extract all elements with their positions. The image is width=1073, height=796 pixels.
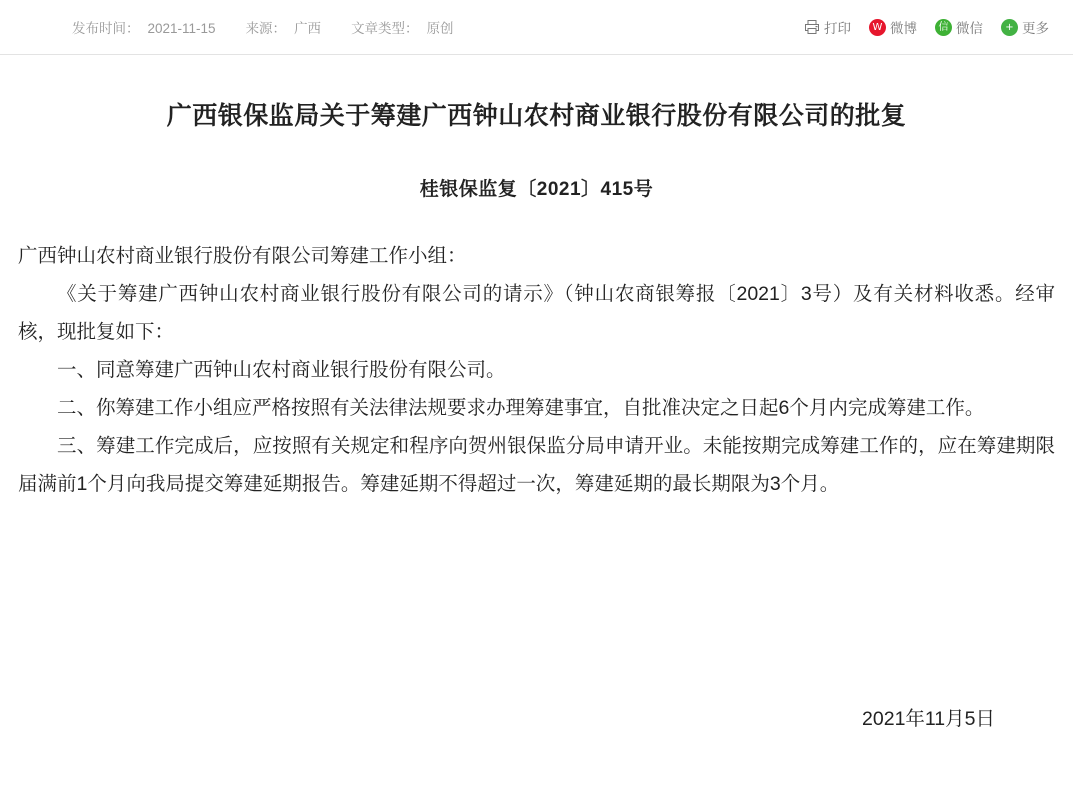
- weibo-label: 微博: [890, 21, 917, 36]
- meta-article-type-label: 文章类型：: [351, 21, 419, 36]
- weibo-icon-glyph: W: [869, 19, 886, 36]
- more-icon-glyph: +: [1001, 19, 1018, 36]
- meta-publish-time-label: 发布时间：: [72, 21, 140, 36]
- weixin-label: 微信: [956, 21, 983, 36]
- paragraph-item-3: 三、筹建工作完成后，应按照有关规定和程序向贺州银保监分局申请开业。未能按期完成筹建工作的，应在筹建期限届满前1个月向我局提交筹建延期报告。筹建延期不得超过一次，筹建延期的最长期限为3个月。: [18, 435, 1055, 496]
- more-label: 更多: [1022, 21, 1049, 36]
- article-meta-bar: [0, 0, 1073, 55]
- weixin-share-button[interactable]: [935, 17, 983, 37]
- more-icon: [1001, 19, 1018, 36]
- page-title: 广西银保监局关于筹建广西钟山农村商业银行股份有限公司的批复: [166, 102, 907, 130]
- paragraph-item-1: 一、同意筹建广西钟山农村商业银行股份有限公司。: [57, 359, 506, 382]
- meta-publish-time-value: 2021-11-15: [147, 21, 216, 36]
- paragraph-intro: 《关于筹建广西钟山农村商业银行股份有限公司的请示》（钟山农商银筹报〔2021〕3号）及有关材料收悉。经审核，现批复如下：: [18, 283, 1055, 344]
- weixin-icon-glyph: 信: [935, 19, 952, 36]
- meta-publish-time: [72, 17, 216, 37]
- meta-article-type-value: 原创: [426, 21, 454, 36]
- weibo-icon: [869, 19, 886, 36]
- meta-article-type: [351, 17, 454, 37]
- share-group: [803, 17, 1049, 37]
- print-label: 打印: [824, 21, 851, 36]
- more-share-button[interactable]: [1001, 17, 1049, 37]
- document-date: 2021年11月5日: [862, 708, 995, 731]
- document-content: [18, 237, 1055, 503]
- print-icon: [803, 19, 820, 36]
- paragraph-item-2: 二、你筹建工作小组应严格按照有关法律法规要求办理筹建事宜，自批准决定之日起6个月内完成筹建工作。: [57, 397, 985, 420]
- print-button[interactable]: [803, 17, 851, 37]
- weibo-share-button[interactable]: [869, 17, 917, 37]
- meta-info-group: [72, 17, 803, 37]
- meta-source: [246, 17, 322, 37]
- paragraph-addressee: 广西钟山农村商业银行股份有限公司筹建工作小组：: [18, 245, 467, 267]
- article-body: [0, 99, 1073, 731]
- document-number: 桂银保监复〔2021〕415号: [419, 179, 654, 200]
- weixin-icon: [935, 19, 952, 36]
- meta-source-value: 广西: [294, 21, 322, 36]
- meta-source-label: 来源：: [245, 21, 287, 36]
